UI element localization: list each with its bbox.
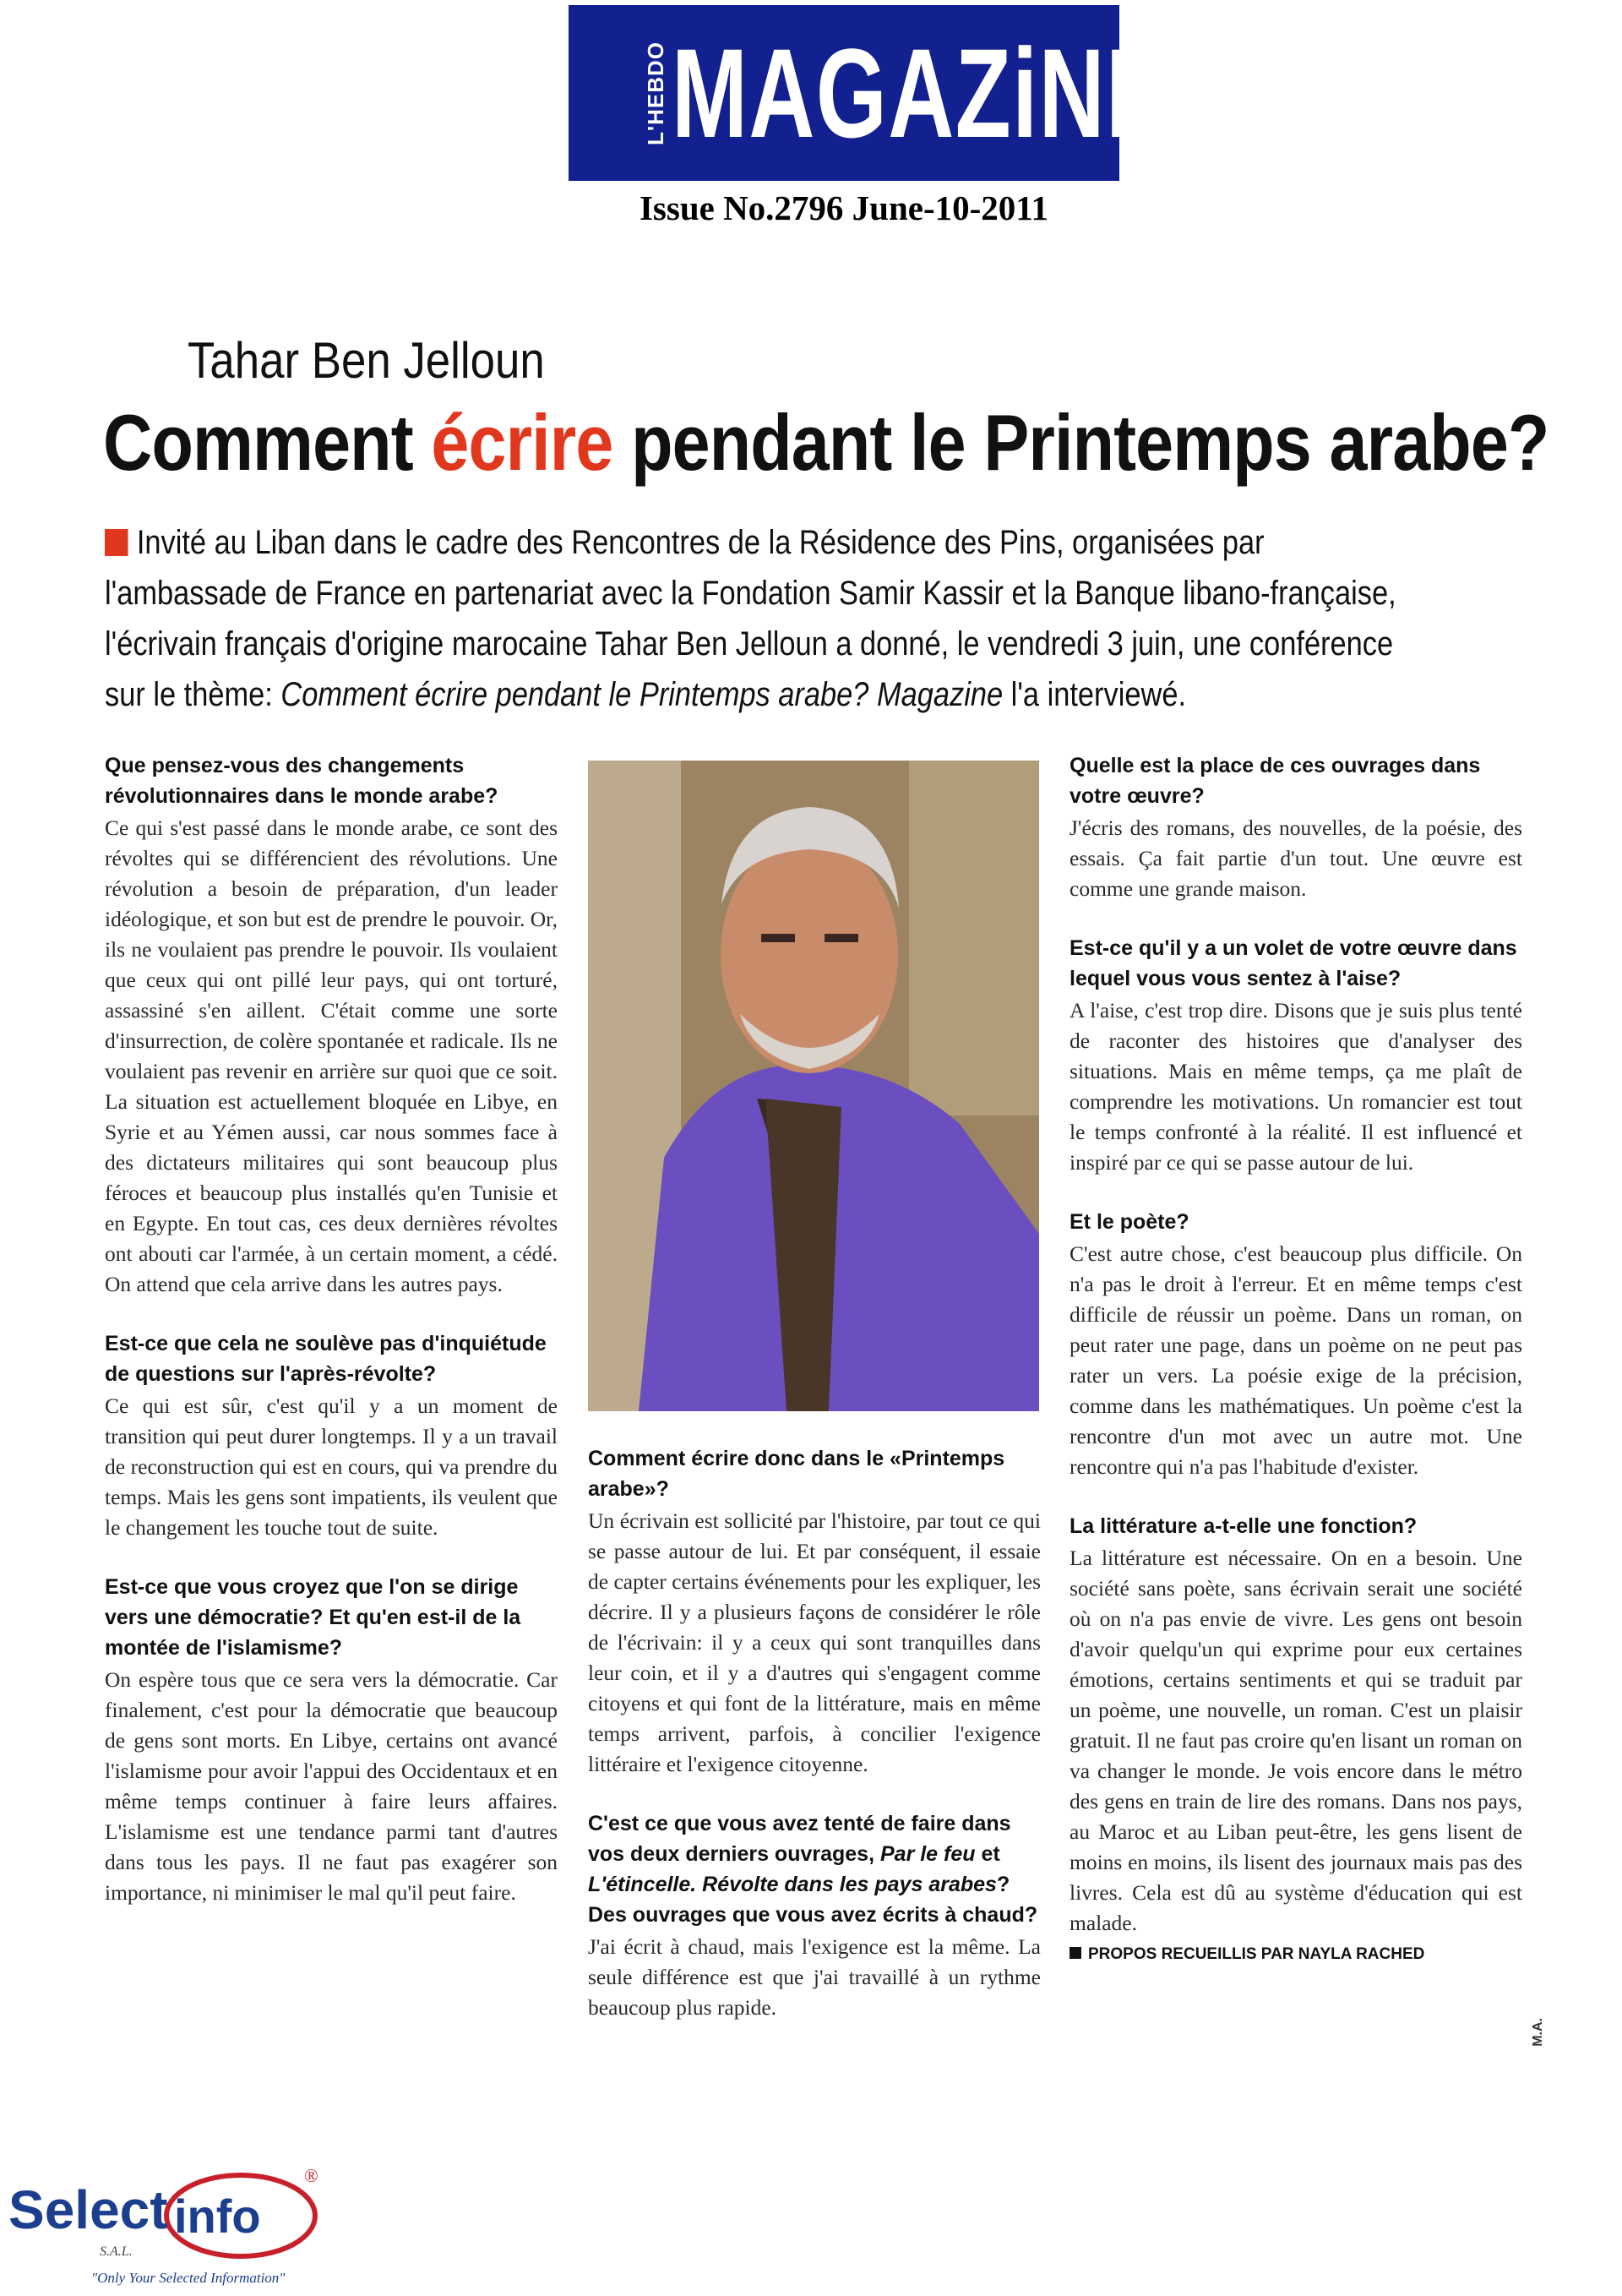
question-text: et [975, 1842, 1000, 1866]
photo-credit: M.A. [1531, 2018, 1545, 2047]
answer: Ce qui est sûr, c'est qu'il y a un moment de transition qui peut durer longtemps. Il y a un travail de reconstruction qui est en cours, qui va prendre du temps. Mais les gens sont impatients, ils veulent que le changement les touche tout de suite. [105, 1393, 558, 1540]
intro-line: l'ambassade de France en partenariat avec la Fondation Samir Kassir et la Banque libano-française, [105, 575, 1396, 612]
headline-accent: écrire [431, 398, 613, 487]
registered-mark: ® [304, 2165, 318, 2186]
answer: On espère tous que ce sera vers la démocratie. Car finalement, c'est pour la démocratie que beaucoup de gens sont morts. En Libye, certains ont avancé l'islamisme pour avoir l'appui des Occidentaux et en même temps continuer à faire leurs affaires. L'islamisme est une tendance parmi tant d'autres dans tous les pays. Il ne faut pas exagérer son importance, ni minimiser le mal qu'il peut faire. [105, 1667, 558, 1905]
interview-credit [1070, 1945, 1522, 1964]
answer: A l'aise, c'est trop dire. Disons que je suis plus tenté de raconter des histoires que d'analyser des situations. Mais en même temps, ça me plaît de comprendre les motivations. Un romancier est tout le temps confronté à la réalité. Il est influencé et inspiré par ce qui se passe autour de lui. [1070, 998, 1522, 1175]
masthead-prefix: L'HEBDO [643, 41, 668, 145]
logo-select-text: Select [8, 2179, 168, 2240]
answer: Un écrivain est sollicité par l'histoire, par tout ce qui se passe autour de lui. Et par conséquent, il essaie de capter certains événements pour les expliquer, les décrire. Il y a plusieurs façons de considérer le rôle de l'écrivain: il y a ceux qui sont tranquilles dans leur coin, et il y a d'autres qui s'engagent comme citoyens et qui font de la littérature, mais en même temps arrivent, parfois, à concilier l'exigence littéraire et l'exigence citoyenne. [588, 1508, 1041, 1776]
answer: Ce qui s'est passé dans le monde arabe, ce sont des révoltes qui se différencient des révolutions. Une révolution a besoin de préparation, d'un leader idéologique, et son but est de prendre le pouvoir. Or, ils ne voulaient pas prendre le pouvoir. Ils voulaient que ceux qui ont pillé leur pays, qui ont torturé, assassiné s'en aillent. C'était comme une sorte d'insurrection, de colère spontanée et radicale. Ils ne voulaient pas revenir en arrière sur quoi que ce soit. La situation est actuellement bloquée en Libye, en Syrie et au Yémen aussi, car nous sommes face à des dictateurs militaires qui sont beaucoup plus féroces et beaucoup plus installés qu'en Tunisie et en Egypte. En tout cas, ces deux dernières révoltes ont abouti car l'armée, à un certain moment, a cédé. On attend que cela arrive dans les autres pays. [105, 815, 558, 1296]
book-title: Par le feu [879, 1842, 976, 1866]
question [588, 1808, 1041, 1930]
intro-italic: Comment écrire pendant le Printemps arabe? Magazine [280, 676, 1004, 713]
intro-line: Invité au Liban dans le cadre des Rencontres de la Résidence des Pins, organisées par [136, 524, 1265, 561]
author-portrait-photo [588, 761, 1039, 1411]
intro-text: sur le thème: [105, 676, 281, 713]
logo-info-text: info [174, 2190, 261, 2243]
question: Que pensez-vous des changements révolutionnaires dans le monde arabe? [105, 754, 498, 808]
headline [103, 397, 1549, 488]
column-right [1070, 750, 1522, 1964]
question-text: ? Des ouvrages que vous avez écrits à chaud? [588, 1873, 1038, 1927]
intro-line [105, 669, 1311, 720]
question: La littérature a-t-elle une fonction? [1070, 1514, 1418, 1538]
answer: La littérature est nécessaire. On en a besoin. Une société sans poète, sans écrivain serait une société où on n'a pas envie de vivre. Les gens ont besoin d'avoir quelqu'un qui exprime pour eux certaines émotions, certains sentiments et qui se traduit par un poème, une nouvelle, un roman. C'est un plaisir gratuit. Il ne faut pas croire qu'en lisant un roman on va changer le monde. Je vois encore dans le métro des gens en train de lire des romans. Dans nos pays, au Maroc et au Liban peut-être, les gens lisent de moins en moins, ils lisent des journaux mais pas des livres. Cela est dû au système d'éducation qui est malade. [1070, 1546, 1522, 1935]
portrait-illustration [588, 761, 1039, 1411]
column-middle [588, 1443, 1041, 2052]
book-title: L'étincelle. Révolte dans les pays arabes [588, 1873, 997, 1896]
question: Quelle est la place de ces ouvrages dans votre œuvre? [1070, 754, 1481, 808]
red-square-bullet [105, 529, 128, 556]
logo-sal: S.A.L. [100, 2244, 133, 2259]
credit-text: PROPOS RECUEILLIS PAR NAYLA RACHED [1088, 1945, 1425, 1963]
headline-after: pendant le Printemps arabe? [612, 398, 1549, 487]
credit-bullet [1070, 1947, 1081, 1959]
question: Et le poète? [1070, 1210, 1189, 1234]
intro-line: l'écrivain français d'origine marocaine Tahar Ben Jelloun a donné, le vendredi 3 juin, une conférence [105, 625, 1394, 663]
column-left [105, 750, 558, 1937]
issue-line: Issue No.2796 June-10-2011 [639, 188, 1049, 227]
question: Est-ce que cela ne soulève pas d'inquiétude de questions sur l'après-révolte? [105, 1332, 547, 1386]
question: Est-ce qu'il y a un volet de votre œuvre dans lequel vous vous sentez à l'aise? [1070, 936, 1517, 990]
answer: C'est autre chose, c'est beaucoup plus difficile. On n'a pas le droit à l'erreur. Et en même temps c'est difficile de réussir un poème. Dans un roman, on peut rater une page, dans un poème on ne peut pas rater un vers. La poésie exige de la précision, comme dans les mathématiques. Un poème c'est la rencontre d'un mot avec un autre mot. Une rencontre qui n'a pas l'habitude d'exister. [1070, 1241, 1522, 1479]
logo-tagline: "Only Your Selected Information" [91, 2270, 286, 2286]
question-text: C'est ce que vous avez tenté de faire dans vos deux derniers ouvrages, [588, 1812, 1011, 1866]
masthead-title: MAGAZiNE [672, 22, 1168, 164]
select-info-logo [8, 2163, 329, 2290]
intro-text: l'a interviewé. [1003, 676, 1187, 713]
headline-before: Comment [103, 398, 432, 487]
question: Comment écrire donc dans le «Printemps arabe»? [588, 1447, 1005, 1501]
question: Est-ce que vous croyez que l'on se dirige vers une démocratie? Et qu'en est-il de la montée de l'islamisme? [105, 1575, 521, 1660]
answer: J'ai écrit à chaud, mais l'exigence est la même. La seule différence est que j'ai travaillé à un rythme beaucoup plus rapide. [588, 1934, 1041, 2020]
intro-paragraph [105, 517, 1507, 720]
answer: J'écris des romans, des nouvelles, de la poésie, des essais. Ça fait partie d'un tout. Une œuvre est comme une grande maison. [1070, 815, 1522, 901]
author-name: Tahar Ben Jelloun [188, 332, 545, 389]
magazine-masthead [569, 5, 1168, 181]
